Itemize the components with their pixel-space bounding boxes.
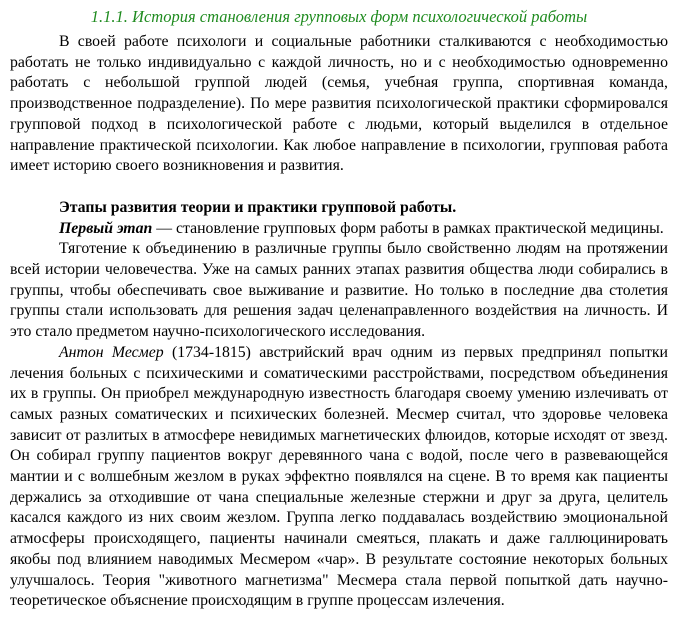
section-heading: 1.1.1. История становления групповых форм психологической работы [90,7,588,26]
mesmer-paragraph [10,343,668,612]
intro-paragraph: В своей работе психологи и социальные работники сталкиваются с необходимостью работать не только индивидуально с каждой личность, но и с необходимостью одновременно работать с небольшой группой людей (семья, учебная группа, спортивная команда, производственное подразделение). По мере развития психологической практики сформировался групповой подход в психологической работе с людьми, который выделился в отдельное направление практической психологии. Как любое направление в психологии, групповая работа имеет историю своего возникновения и развития. [10,33,668,175]
mesmer-name: Антон Месмер [59,343,164,361]
first-stage-label: Первый этап [59,219,153,237]
document-page [10,6,668,612]
mesmer-text: (1734-1815) австрийский врач одним из первых предпринял попытки лечения больных с психическими и соматическими расстройствами, посредством объединения их в группы. Он приобрел международную известность благодаря своему умению излечивать от самых разных соматических и психических болезней. Месмер считал, что здоровье человека зависит от разлитых в атмосфере невидимых магнетических флюидов, которые исходят от звезд. Он собирал группу пациентов вокруг деревянного чана с водой, после чего в развевающейся мантии и с волшебным жезлом в руках эффектно появлялся на сцене. В то время как пациенты держались за отходившие от чана специальные железные стержни и друг за друга, целитель касался каждого из них своим жезлом. Группа легко поддавалась воздействию эмоциональной атмосферы происходящего, пациенты начинали смеяться, плакать и даже галлюцинировать якобы под влиянием наводимых Месмером «чар». В результате состояние некоторых больных улучшалось. Теория "животного магнетизма" Месмера стала первой попыткой дать научно-теоретическое объяснение происходящим в группе процессам излечения. [10,343,668,610]
stages-title: Этапы развития теории и практики групповой работы. [59,198,457,216]
first-stage-paragraph [10,219,668,240]
first-stage-text: — становление групповых форм работы в рамках практической медицины. [152,219,664,237]
tendency-paragraph: Тяготение к объединению в различные группы было свойственно людям на протяжении всей истории человечества. Уже на самых ранних этапах развития общества люди собирались в группы, чтобы обеспечивать свое выживание и развитие. Но только в последние два столетия группы стали использовать для решения задач целенаправленного воздействия на личность. И это стало предметом научно-психологического исследования. [10,240,668,341]
